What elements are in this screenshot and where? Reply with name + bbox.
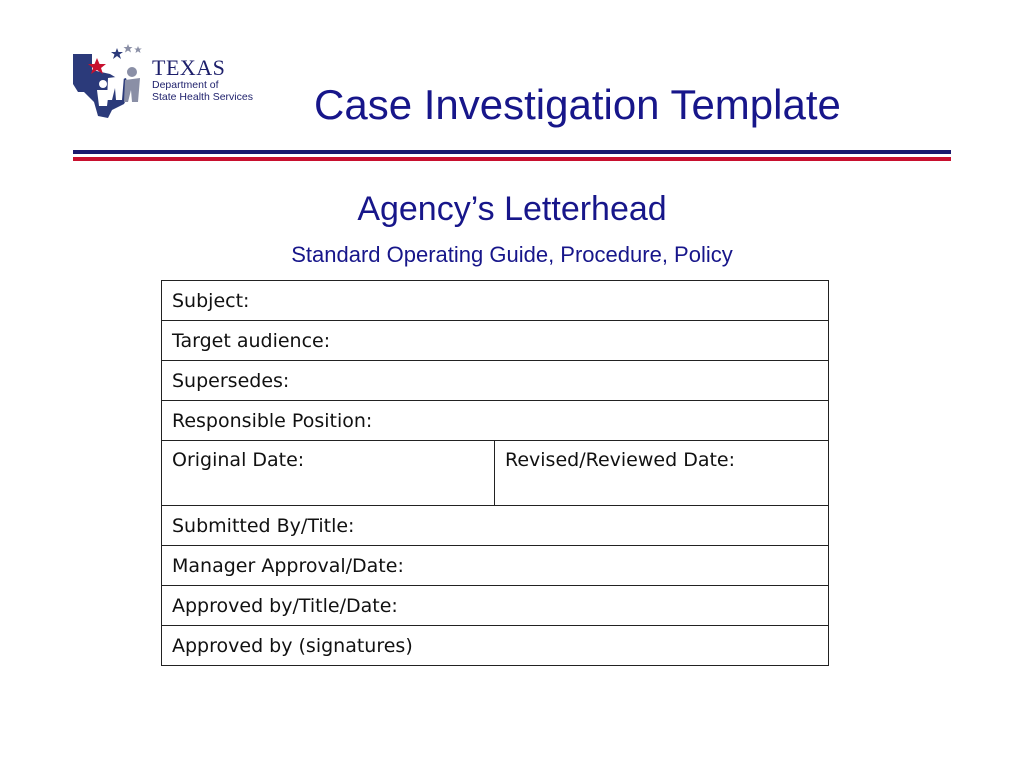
agency-logo <box>70 40 270 120</box>
form-row <box>162 626 829 666</box>
form-row <box>162 321 829 361</box>
responsible-position-field[interactable]: Responsible Position: <box>162 401 829 441</box>
form-row <box>162 546 829 586</box>
form-row <box>162 401 829 441</box>
logo-services-line: State Health Services <box>152 91 253 103</box>
form-row <box>162 586 829 626</box>
subject-field[interactable]: Subject: <box>162 281 829 321</box>
letterhead-subtitle: Standard Operating Guide, Procedure, Policy <box>291 242 733 267</box>
form-row <box>162 361 829 401</box>
logo-department-line: Department of <box>152 79 219 91</box>
page-title: Case Investigation Template <box>314 81 841 128</box>
logo-wordmark: TEXAS <box>152 55 226 80</box>
supersedes-field[interactable]: Supersedes: <box>162 361 829 401</box>
form-row <box>162 506 829 546</box>
form-row <box>162 281 829 321</box>
texas-dshs-logo-icon <box>70 40 152 120</box>
manager-approval-field[interactable]: Manager Approval/Date: <box>162 546 829 586</box>
approved-by-signatures-field[interactable]: Approved by (signatures) <box>162 626 829 666</box>
letterhead-title <box>0 188 1024 230</box>
revised-reviewed-date-field[interactable]: Revised/Reviewed Date: <box>495 441 829 506</box>
letterhead-title-text: Agency’s Letterhead <box>357 190 667 228</box>
target-audience-field[interactable]: Target audience: <box>162 321 829 361</box>
header-divider-blue <box>73 150 951 154</box>
approved-by-title-date-field[interactable]: Approved by/Title/Date: <box>162 586 829 626</box>
form-row <box>162 441 829 506</box>
sop-form-table <box>161 280 829 666</box>
submitted-by-field[interactable]: Submitted By/Title: <box>162 506 829 546</box>
header-divider-red <box>73 157 951 161</box>
original-date-field[interactable]: Original Date: <box>162 441 495 506</box>
